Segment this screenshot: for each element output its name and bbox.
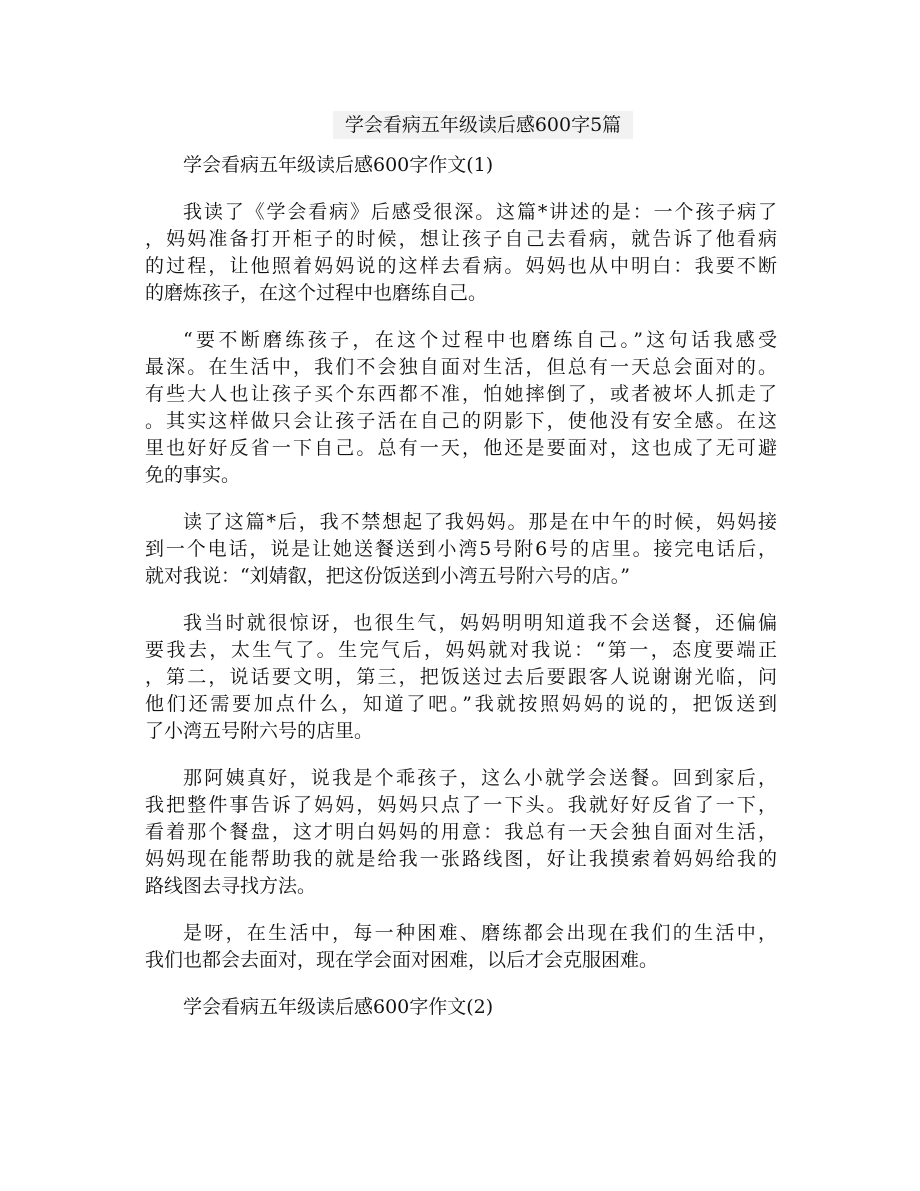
paragraph <box>145 199 777 307</box>
paragraph-line: 要我去，太生气了。生完气后，妈妈就对我说：“第一，态度要端正 <box>145 639 777 661</box>
paragraph-line: 的磨炼孩子，在这个过程中也磨练自己。 <box>145 282 488 304</box>
paragraph-line: 是呀，在生活中，每一种困难、磨练都会出现在我们的生活中， <box>183 922 777 944</box>
paragraph <box>145 509 777 590</box>
paragraph-line: 他们还需要加点什么，知道了吧。”我就按照妈妈的说的，把饭送到 <box>145 693 777 715</box>
paragraph-line: 到一个电话，说是让她送餐送到小湾5号附6号的店里。接完电话后， <box>145 538 777 560</box>
section-heading-2: 学会看病五年级读后感600字作文(2) <box>183 996 494 1018</box>
document-title: 学会看病五年级读后感600字5篇 <box>333 111 633 139</box>
paragraph <box>145 327 777 489</box>
paragraph-line: 读了这篇*后，我不禁想起了我妈妈。那是在中午的时候，妈妈接 <box>183 511 777 533</box>
paragraph-line: 里也好好反省一下自己。总有一天，他还是要面对，这也成了无可避 <box>145 437 777 459</box>
document-body <box>145 152 777 1041</box>
paragraph-line: 的过程，让他照着妈妈说的这样去看病。妈妈也从中明白：我要不断 <box>145 255 777 277</box>
section-heading-1: 学会看病五年级读后感600字作文(1) <box>183 154 494 176</box>
paragraph-line: 路线图去寻找方法。 <box>145 875 317 897</box>
paragraph-line: 看着那个餐盘，这才明白妈妈的用意：我总有一天会独自面对生活， <box>145 821 777 843</box>
paragraph <box>145 765 777 900</box>
paragraph-line: ，妈妈准备打开柜子的时候，想让孩子自己去看病，就告诉了他看病 <box>145 228 777 250</box>
paragraph-line: 有些大人也让孩子买个东西都不准，怕她摔倒了，或者被坏人抓走了 <box>145 383 777 405</box>
paragraph <box>145 610 777 745</box>
paragraph-line: 了小湾五号附六号的店里。 <box>145 720 374 742</box>
paragraph-line: 就对我说：“刘婧叡，把这份饭送到小湾五号附六号的店。” <box>145 565 630 587</box>
paragraph-line: ，第二，说话要文明，第三，把饭送过去后要跟客人说谢谢光临，问 <box>145 666 777 688</box>
paragraphs <box>145 199 777 974</box>
paragraph-line: 妈妈现在能帮助我的就是给我一张路线图，好让我摸索着妈妈给我的 <box>145 848 777 870</box>
paragraph-line: 我把整件事告诉了妈妈，妈妈只点了一下头。我就好好反省了一下， <box>145 794 777 816</box>
paragraph-line: “要不断磨练孩子，在这个过程中也磨练自己。”这句话我感受 <box>183 329 777 351</box>
paragraph-line: 免的事实。 <box>145 464 241 486</box>
paragraph <box>145 920 777 974</box>
paragraph-line: 那阿姨真好，说我是个乖孩子，这么小就学会送餐。回到家后， <box>183 767 777 789</box>
paragraph-line: 我们也都会去面对，现在学会面对困难，以后才会克服困难。 <box>145 949 659 971</box>
paragraph-line: 我当时就很惊讶，也很生气，妈妈明明知道我不会送餐，还偏偏 <box>183 612 777 634</box>
paragraph-line: 我读了《学会看病》后感受很深。这篇*讲述的是：一个孩子病了 <box>183 201 777 223</box>
paragraph-line: 。其实这样做只会让孩子活在自己的阴影下，使他没有安全感。在这 <box>145 410 777 432</box>
paragraph-line: 最深。在生活中，我们不会独自面对生活，但总有一天总会面对的。 <box>145 356 777 378</box>
